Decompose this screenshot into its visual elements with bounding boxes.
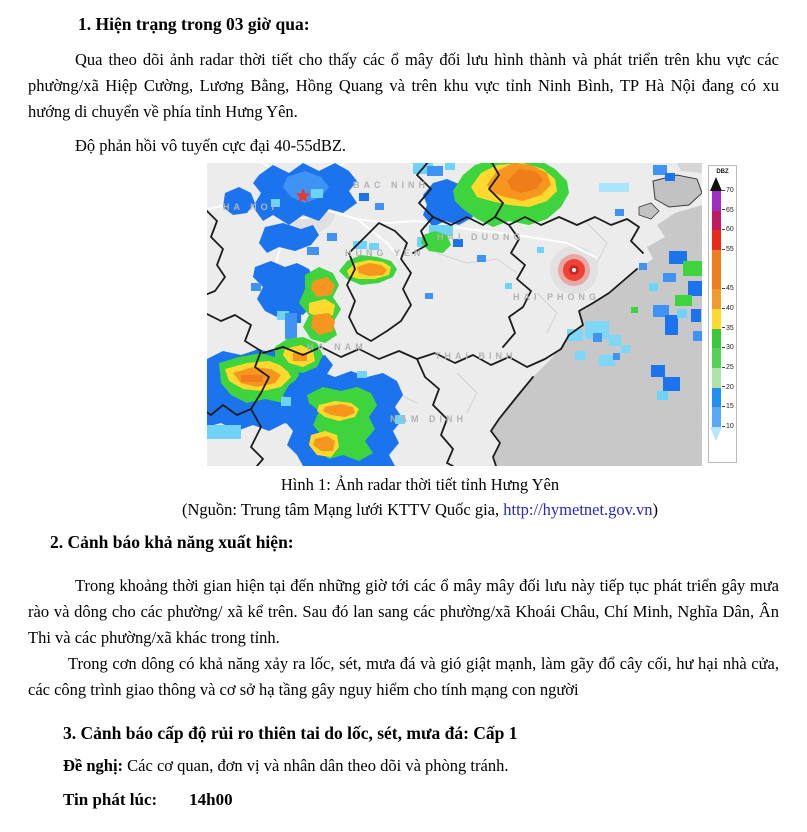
colorbar-segment (712, 368, 721, 388)
colorbar-segment (712, 407, 721, 427)
issued-time: 14h00 (189, 790, 233, 809)
colorbar-tick-label: 70 (722, 187, 734, 194)
colorbar-segment (712, 191, 721, 211)
colorbar-segment (712, 289, 721, 309)
colorbar-segment (712, 211, 721, 231)
section2-paragraph1: Trong khoảng thời gian hiện tại đến những giờ tới các ổ mây mây đối lưu này tiếp tục phát triển gây mưa rào và dông cho các phường/ xã kể trên. Sau đó lan sang các phường/xã Khoái Châu, Chí Minh, Nghĩa Dân, Ân Thi và các phường/xã khác trong tỉnh. (28, 576, 779, 647)
request-text: Các cơ quan, đơn vị và nhân dân theo dõi và phòng tránh. (127, 756, 509, 775)
map-label-hung-yen: HUNG YEN (345, 248, 425, 258)
colorbar-segment (712, 309, 721, 329)
colorbar-segment (712, 329, 721, 349)
figure-source-line (75, 497, 765, 522)
section2-paragraph2: Trong cơn dông có khả năng xảy ra lốc, sét, mưa đá và gió giật mạnh, làm gãy đổ cây cối, hư hại nhà cửa, các công trình giao thông và cơ sở hạ tầng gây nguy hiểm cho tính mạng con người (28, 654, 779, 699)
document-page (0, 14, 807, 810)
map-label-bac-ninh: BAC NINH (353, 180, 429, 190)
section1-heading: 1. Hiện trạng trong 03 giờ qua: (78, 14, 310, 34)
colorbar-segment (712, 230, 721, 250)
map-label-hai-phong: HAI PHONG (513, 292, 601, 302)
source-url-link[interactable]: http://hymetnet.gov.vn (503, 500, 653, 519)
request-label: Đề nghị: (63, 756, 124, 775)
map-label-hai-duong: HAI DUONG (437, 232, 525, 242)
colorbar-tick-label: 15 (722, 403, 734, 410)
issued-line (63, 790, 779, 810)
colorbar-bottom-arrow-icon (710, 427, 722, 441)
colorbar-scale (710, 187, 736, 430)
radar-map-image (207, 163, 702, 466)
colorbar-tick-label: 40 (722, 305, 734, 312)
request-line (63, 753, 779, 779)
colorbar-tick-label: 10 (722, 423, 734, 430)
section2-heading: 2. Cảnh báo khả năng xuất hiện: (50, 532, 294, 552)
radar-figure (207, 163, 737, 466)
reflectivity-line: Độ phản hồi vô tuyến cực đại 40-55dBZ. (75, 136, 347, 155)
colorbar-segment (712, 388, 721, 408)
colorbar-tick-label: 55 (722, 246, 734, 253)
section3-heading: 3. Cảnh báo cấp độ rủi ro thiên tai do lốc, sét, mưa đá: Cấp 1 (63, 723, 518, 743)
colorbar-segments (712, 191, 721, 427)
radar-map-svg (207, 163, 702, 466)
figure-captions (75, 472, 765, 522)
figure-source-prefix: (Nguồn: Trung tâm Mạng lưới KTTV Quốc gia, (182, 500, 504, 519)
colorbar-tick-label: 35 (722, 325, 734, 332)
issued-label: Tin phát lúc: (63, 790, 158, 809)
section1-paragraph: Qua theo dõi ảnh radar thời tiết cho thấy các ổ mây đối lưu hình thành và phát triển trên khu vực các phường/xã Hiệp Cường, Lương Bằng, Hồng Quang và trên khu vực tỉnh Ninh Bình, TP Hà Nội đang có xu hướng di chuyển về phía tỉnh Hưng Yên. (28, 50, 779, 121)
radar-colorbar (708, 165, 737, 463)
colorbar-tick-label: 30 (722, 344, 734, 351)
map-label-thai-binh: THAI BINH (435, 351, 517, 361)
map-label-ha-noi: HA NOI (223, 202, 279, 212)
figure-caption: Hình 1: Ảnh radar thời tiết tỉnh Hưng Yên (280, 475, 560, 494)
colorbar-tick-label: 25 (722, 364, 734, 371)
colorbar-top-arrow-icon (710, 177, 722, 191)
figure-source-suffix: ) (652, 500, 658, 519)
colorbar-tick-label: 20 (722, 384, 734, 391)
map-label-ha-nam: HA NAM (307, 342, 367, 352)
colorbar-tick-label: 65 (722, 207, 734, 214)
colorbar-tick-label: 45 (722, 285, 734, 292)
colorbar-tick-label: 60 (722, 226, 734, 233)
radar-site-marker-icon (558, 254, 590, 286)
colorbar-segment (712, 348, 721, 368)
colorbar-segment (712, 250, 721, 289)
colorbar-unit-label: DBZ (716, 169, 729, 175)
map-label-nam-dinh: NAM DINH (390, 414, 467, 424)
